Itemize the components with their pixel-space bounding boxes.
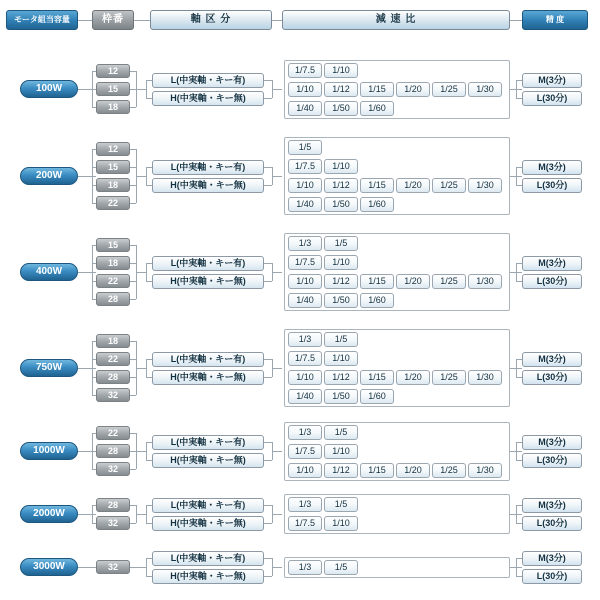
ratio-value[interactable]: 1/7.5 <box>288 159 322 174</box>
ratio-value[interactable]: 1/5 <box>324 332 358 347</box>
connector-line <box>146 523 152 524</box>
shaft-type-solid-key[interactable]: L(中実軸・キー有) <box>152 352 264 367</box>
connector-line <box>264 185 272 186</box>
ratio-value[interactable]: 1/7.5 <box>288 444 322 459</box>
capacity-pill[interactable]: 750W <box>20 359 78 377</box>
connector-line <box>92 185 96 186</box>
ratio-group-frame <box>284 60 510 119</box>
connector-line <box>130 433 136 434</box>
connector-line <box>130 523 136 524</box>
connector-line <box>92 149 96 150</box>
ratio-value[interactable]: 1/10 <box>324 255 358 270</box>
connector-line <box>510 368 516 369</box>
shaft-type-solid-nokey[interactable]: H(中実軸・キー無) <box>152 516 264 531</box>
capacity-pill[interactable]: 100W <box>20 80 78 98</box>
connector-line <box>516 359 517 377</box>
connector-line <box>264 167 272 168</box>
ratio-value[interactable]: 1/10 <box>324 159 358 174</box>
connector-line <box>92 514 96 515</box>
connector-line <box>510 89 516 90</box>
connector-line <box>92 299 96 300</box>
connector-line <box>516 576 522 577</box>
capacity-pill[interactable]: 3000W <box>20 558 78 576</box>
precision-l[interactable]: L(30分) <box>522 516 582 531</box>
connector-line <box>146 359 152 360</box>
connector-line <box>146 98 152 99</box>
ratio-group-frame <box>284 329 510 407</box>
connector-line <box>516 505 522 506</box>
ratio-value[interactable]: 1/10 <box>288 82 322 97</box>
connector-line <box>264 80 272 81</box>
ratio-value[interactable]: 1/40 <box>288 293 322 308</box>
connector-line <box>516 460 522 461</box>
connector-line <box>146 442 147 460</box>
connector-line <box>264 442 272 443</box>
connector-line <box>510 20 522 21</box>
connector-line <box>516 558 517 576</box>
connector-line <box>272 514 282 515</box>
connector-line <box>272 368 282 369</box>
shaft-type-solid-nokey[interactable]: H(中実軸・キー無) <box>152 453 264 468</box>
frame-number[interactable]: 32 <box>96 560 130 574</box>
ratio-value[interactable]: 1/7.5 <box>288 63 322 78</box>
connector-line <box>136 368 146 369</box>
ratio-value[interactable]: 1/25 <box>432 370 466 385</box>
ratio-value[interactable]: 1/5 <box>324 560 358 575</box>
ratio-value[interactable]: 1/60 <box>360 197 394 212</box>
ratio-value[interactable]: 1/50 <box>324 389 358 404</box>
shaft-type-solid-key[interactable]: L(中実軸・キー有) <box>152 551 264 566</box>
frame-number[interactable]: 32 <box>96 516 130 530</box>
header-capacity: モータ組当容量 <box>6 10 78 30</box>
ratio-value[interactable]: 1/10 <box>288 370 322 385</box>
ratio-group-frame <box>284 422 510 481</box>
precision-m[interactable]: M(3分) <box>522 256 582 271</box>
connector-line <box>146 558 152 559</box>
connector-line <box>130 359 136 360</box>
connector-line <box>272 89 282 90</box>
connector-line <box>78 514 92 515</box>
connector-line <box>264 359 272 360</box>
connector-line <box>136 514 146 515</box>
connector-line <box>510 514 516 515</box>
ratio-value[interactable]: 1/20 <box>396 463 430 478</box>
connector-line <box>264 281 272 282</box>
connector-line <box>78 176 92 177</box>
connector-line <box>92 359 96 360</box>
precision-m[interactable]: M(3分) <box>522 551 582 566</box>
frame-number[interactable]: 22 <box>96 274 130 288</box>
connector-line <box>516 523 522 524</box>
connector-line <box>92 505 96 506</box>
connector-line <box>516 359 522 360</box>
connector-line <box>264 505 272 506</box>
connector-line <box>92 368 96 369</box>
ratio-value[interactable]: 1/5 <box>324 497 358 512</box>
connector-line <box>92 433 96 434</box>
connector-line <box>146 167 152 168</box>
connector-line <box>264 377 272 378</box>
ratio-value[interactable]: 1/7.5 <box>288 516 322 531</box>
connector-line <box>516 281 522 282</box>
shaft-type-solid-key[interactable]: L(中実軸・キー有) <box>152 256 264 271</box>
connector-line <box>92 245 96 246</box>
precision-l[interactable]: L(30分) <box>522 274 582 289</box>
ratio-value[interactable]: 1/60 <box>360 389 394 404</box>
frame-number[interactable]: 15 <box>96 160 130 174</box>
ratio-value[interactable]: 1/12 <box>324 370 358 385</box>
ratio-value[interactable]: 1/40 <box>288 101 322 116</box>
connector-line <box>130 107 136 108</box>
connector-line <box>146 263 152 264</box>
connector-line <box>92 451 96 452</box>
connector-line <box>272 451 282 452</box>
frame-number[interactable]: 18 <box>96 256 130 270</box>
ratio-value[interactable]: 1/3 <box>288 497 322 512</box>
ratio-value[interactable]: 1/20 <box>396 82 430 97</box>
connector-line <box>516 558 522 559</box>
connector-line <box>136 272 146 273</box>
ratio-value[interactable]: 1/15 <box>360 463 394 478</box>
connector-line <box>130 395 136 396</box>
connector-line <box>130 167 136 168</box>
connector-line <box>146 359 147 377</box>
connector-line <box>78 89 92 90</box>
ratio-value[interactable]: 1/10 <box>324 351 358 366</box>
shaft-type-solid-key[interactable]: L(中実軸・キー有) <box>152 435 264 450</box>
ratio-value[interactable]: 1/12 <box>324 463 358 478</box>
ratio-value[interactable]: 1/15 <box>360 274 394 289</box>
shaft-type-solid-key[interactable]: L(中実軸・キー有) <box>152 498 264 513</box>
precision-l[interactable]: L(30分) <box>522 569 582 584</box>
connector-line <box>516 377 522 378</box>
connector-line <box>78 272 92 273</box>
connector-line <box>92 341 96 342</box>
connector-line <box>264 558 272 559</box>
ratio-value[interactable]: 1/25 <box>432 274 466 289</box>
ratio-group-frame <box>284 137 510 215</box>
shaft-type-solid-nokey[interactable]: H(中実軸・キー無) <box>152 178 264 193</box>
ratio-value[interactable]: 1/10 <box>288 274 322 289</box>
connector-line <box>136 451 146 452</box>
shaft-type-solid-nokey[interactable]: H(中実軸・キー無) <box>152 569 264 584</box>
connector-line <box>272 20 282 21</box>
header-shaft: 軸 区 分 <box>150 10 272 30</box>
shaft-type-solid-key[interactable]: L(中実軸・キー有) <box>152 160 264 175</box>
ratio-value[interactable]: 1/10 <box>324 63 358 78</box>
shaft-type-solid-nokey[interactable]: H(中実軸・キー無) <box>152 370 264 385</box>
connector-line <box>92 89 96 90</box>
precision-m[interactable]: M(3分) <box>522 435 582 450</box>
connector-line <box>272 272 282 273</box>
precision-l[interactable]: L(30分) <box>522 178 582 193</box>
ratio-value[interactable]: 1/3 <box>288 332 322 347</box>
connector-line <box>92 176 96 177</box>
connector-line <box>264 98 272 99</box>
ratio-value[interactable]: 1/10 <box>324 444 358 459</box>
connector-line <box>146 558 147 576</box>
connector-line <box>146 505 147 523</box>
precision-m[interactable]: M(3分) <box>522 352 582 367</box>
ratio-value[interactable]: 1/5 <box>324 425 358 440</box>
connector-line <box>516 505 517 523</box>
precision-m[interactable]: M(3分) <box>522 498 582 513</box>
header-ratio: 減 速 比 <box>282 10 510 30</box>
ratio-value[interactable]: 1/20 <box>396 178 430 193</box>
ratio-value[interactable]: 1/3 <box>288 425 322 440</box>
connector-line <box>92 167 96 168</box>
connector-line <box>146 80 152 81</box>
connector-line <box>130 203 136 204</box>
ratio-value[interactable]: 1/30 <box>468 370 502 385</box>
capacity-pill[interactable]: 400W <box>20 263 78 281</box>
connector-line <box>264 460 272 461</box>
shaft-type-solid-nokey[interactable]: H(中実軸・キー無) <box>152 274 264 289</box>
ratio-value[interactable]: 1/60 <box>360 293 394 308</box>
connector-line <box>146 167 147 185</box>
ratio-value[interactable]: 1/50 <box>324 293 358 308</box>
ratio-value[interactable]: 1/3 <box>288 236 322 251</box>
connector-line <box>516 80 517 98</box>
frame-number[interactable]: 32 <box>96 462 130 476</box>
connector-line <box>136 89 146 90</box>
ratio-value[interactable]: 1/3 <box>288 560 322 575</box>
ratio-value[interactable]: 1/12 <box>324 274 358 289</box>
connector-line <box>516 80 522 81</box>
ratio-value[interactable]: 1/15 <box>360 370 394 385</box>
connector-line <box>516 263 522 264</box>
ratio-value[interactable]: 1/15 <box>360 82 394 97</box>
ratio-value[interactable]: 1/25 <box>432 82 466 97</box>
connector-line <box>146 505 152 506</box>
connector-line <box>130 263 136 264</box>
connector-line <box>78 567 92 568</box>
capacity-pill[interactable]: 1000W <box>20 442 78 460</box>
ratio-value[interactable]: 1/25 <box>432 178 466 193</box>
frame-number[interactable]: 15 <box>96 82 130 96</box>
frame-number[interactable]: 18 <box>96 178 130 192</box>
connector-line <box>146 263 147 281</box>
frame-number[interactable]: 28 <box>96 498 130 512</box>
connector-line <box>510 567 516 568</box>
frame-number[interactable]: 28 <box>96 370 130 384</box>
connector-line <box>516 263 517 281</box>
connector-line <box>516 442 517 460</box>
precision-m[interactable]: M(3分) <box>522 160 582 175</box>
connector-line <box>146 281 152 282</box>
connector-line <box>78 451 92 452</box>
frame-number[interactable]: 18 <box>96 100 130 114</box>
precision-l[interactable]: L(30分) <box>522 91 582 106</box>
ratio-value[interactable]: 1/20 <box>396 370 430 385</box>
header-precision: 精 度 <box>522 10 588 30</box>
connector-line <box>78 20 92 21</box>
shaft-type-solid-nokey[interactable]: H(中実軸・キー無) <box>152 91 264 106</box>
header-frame: 枠番 <box>92 10 134 30</box>
connector-line <box>92 272 96 273</box>
connector-line <box>92 469 96 470</box>
frame-number[interactable]: 28 <box>96 444 130 458</box>
connector-line <box>92 107 96 108</box>
ratio-value[interactable]: 1/50 <box>324 197 358 212</box>
ratio-value[interactable]: 1/60 <box>360 101 394 116</box>
shaft-type-solid-key[interactable]: L(中実軸・キー有) <box>152 73 264 88</box>
ratio-value[interactable]: 1/12 <box>324 82 358 97</box>
precision-m[interactable]: M(3分) <box>522 73 582 88</box>
connector-line <box>264 263 272 264</box>
connector-line <box>78 368 92 369</box>
connector-line <box>146 442 152 443</box>
ratio-value[interactable]: 1/7.5 <box>288 255 322 270</box>
connector-line <box>516 167 517 185</box>
ratio-value[interactable]: 1/7.5 <box>288 351 322 366</box>
connector-line <box>136 567 146 568</box>
precision-l[interactable]: L(30分) <box>522 453 582 468</box>
connector-line <box>130 149 136 150</box>
frame-number[interactable]: 28 <box>96 292 130 306</box>
connector-line <box>130 281 136 282</box>
frame-number[interactable]: 12 <box>96 64 130 78</box>
connector-line <box>146 80 147 98</box>
ratio-group-frame <box>284 557 510 578</box>
connector-line <box>264 576 272 577</box>
ratio-value[interactable]: 1/50 <box>324 101 358 116</box>
connector-line <box>272 176 282 177</box>
ratio-value[interactable]: 1/10 <box>324 516 358 531</box>
connector-line <box>92 263 96 264</box>
connector-line <box>134 20 150 21</box>
connector-line <box>92 203 96 204</box>
connector-line <box>130 245 136 246</box>
connector-line <box>130 377 136 378</box>
frame-number[interactable]: 32 <box>96 388 130 402</box>
connector-line <box>130 505 136 506</box>
ratio-value[interactable]: 1/10 <box>288 463 322 478</box>
connector-line <box>272 567 282 568</box>
frame-number[interactable]: 22 <box>96 196 130 210</box>
ratio-value[interactable]: 1/40 <box>288 197 322 212</box>
connector-line <box>92 523 96 524</box>
ratio-group-frame <box>284 494 510 534</box>
connector-line <box>516 167 522 168</box>
connector-line <box>130 185 136 186</box>
ratio-group-frame <box>284 233 510 311</box>
connector-line <box>146 460 152 461</box>
ratio-value[interactable]: 1/30 <box>468 178 502 193</box>
connector-line <box>130 71 136 72</box>
precision-l[interactable]: L(30分) <box>522 370 582 385</box>
frame-number[interactable]: 22 <box>96 352 130 366</box>
ratio-value[interactable]: 1/25 <box>432 463 466 478</box>
frame-number[interactable]: 12 <box>96 142 130 156</box>
frame-number[interactable]: 22 <box>96 426 130 440</box>
connector-line <box>510 272 516 273</box>
connector-line <box>92 71 96 72</box>
connector-line <box>264 523 272 524</box>
connector-line <box>92 281 96 282</box>
connector-line <box>130 299 136 300</box>
ratio-value[interactable]: 1/20 <box>396 274 430 289</box>
connector-line <box>146 185 152 186</box>
ratio-value[interactable]: 1/30 <box>468 463 502 478</box>
ratio-value[interactable]: 1/30 <box>468 82 502 97</box>
connector-line <box>510 451 516 452</box>
connector-line <box>92 567 96 568</box>
frame-number[interactable]: 15 <box>96 238 130 252</box>
connector-line <box>92 377 96 378</box>
connector-line <box>510 176 516 177</box>
ratio-value[interactable]: 1/15 <box>360 178 394 193</box>
ratio-value[interactable]: 1/30 <box>468 274 502 289</box>
connector-line <box>516 442 522 443</box>
capacity-pill[interactable]: 200W <box>20 167 78 185</box>
connector-line <box>92 395 96 396</box>
connector-line <box>130 469 136 470</box>
capacity-pill[interactable]: 2000W <box>20 505 78 523</box>
ratio-value[interactable]: 1/5 <box>324 236 358 251</box>
frame-number[interactable]: 18 <box>96 334 130 348</box>
ratio-value[interactable]: 1/40 <box>288 389 322 404</box>
connector-line <box>136 176 146 177</box>
connector-line <box>130 341 136 342</box>
ratio-value[interactable]: 1/5 <box>288 140 322 155</box>
ratio-value[interactable]: 1/12 <box>324 178 358 193</box>
connector-line <box>516 185 522 186</box>
connector-line <box>516 98 522 99</box>
ratio-value[interactable]: 1/10 <box>288 178 322 193</box>
connector-line <box>146 377 152 378</box>
connector-line <box>146 576 152 577</box>
